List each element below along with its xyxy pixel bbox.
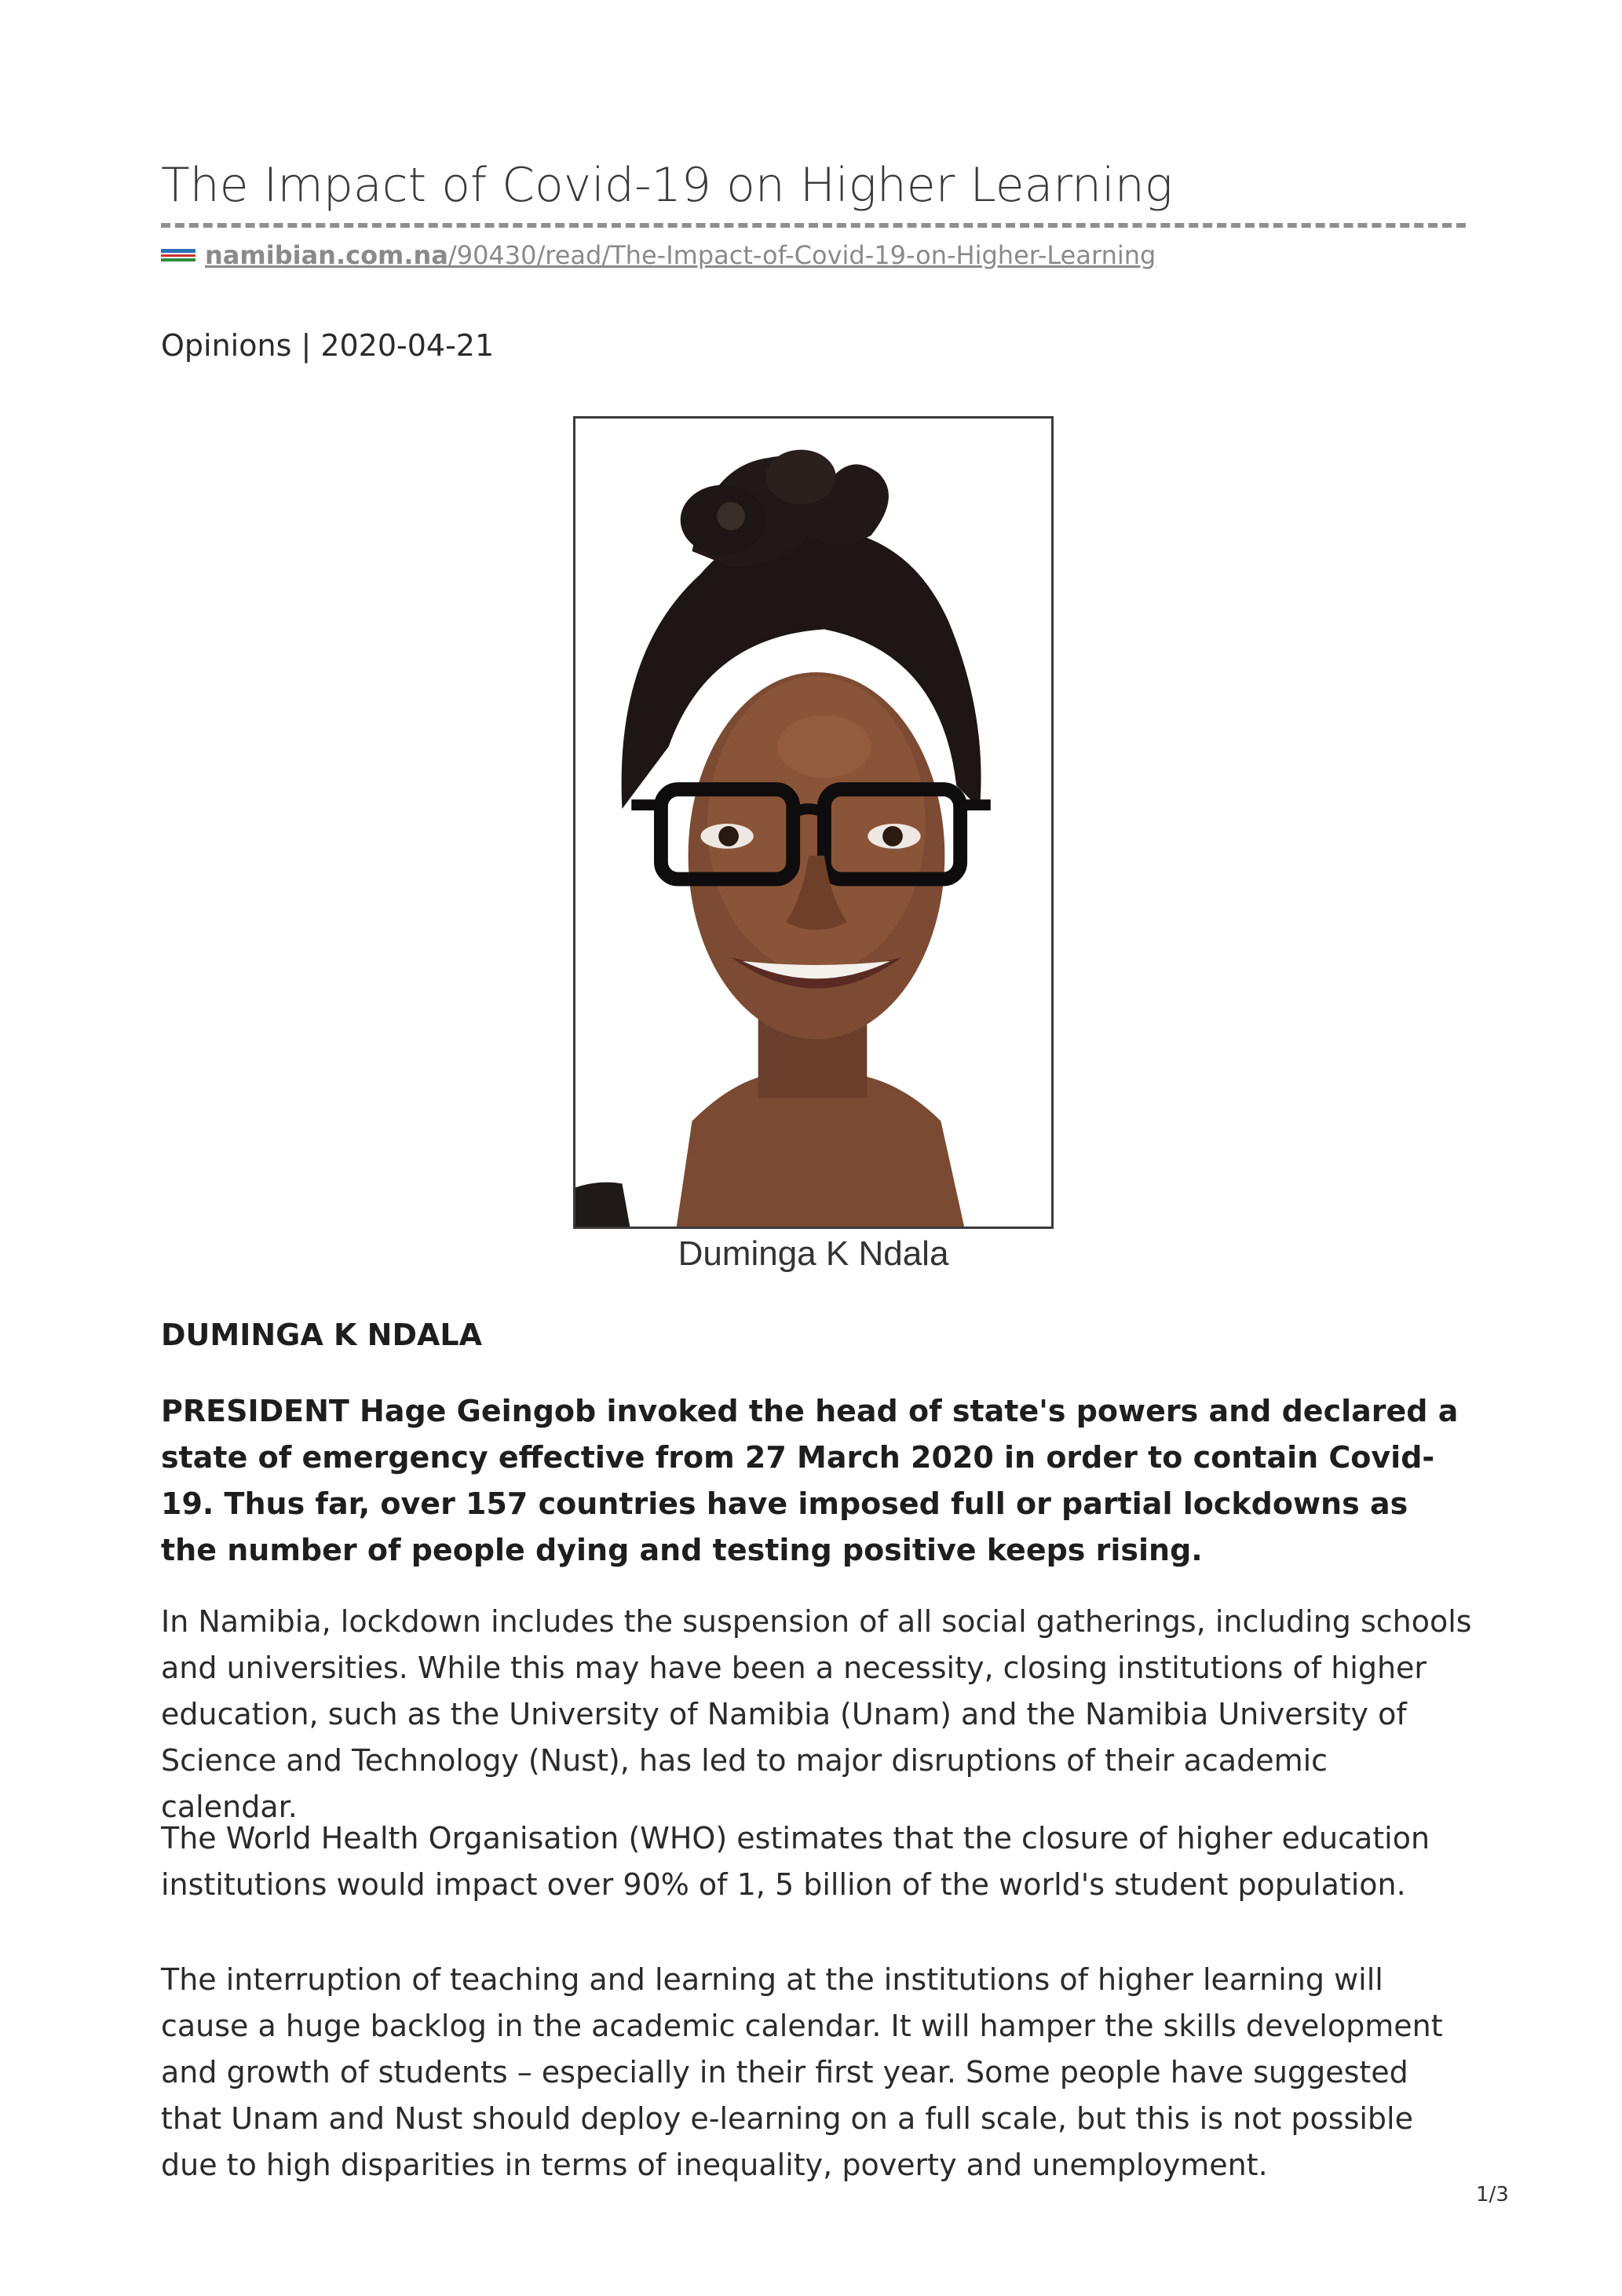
source-domain: namibian.com.na — [205, 240, 448, 270]
lead-paragraph: PRESIDENT Hage Geingob invoked the head of state's powers and declared a state of emergency effective from 27 March 2020 in order to contain Covid-19. Thus far, over 157 countries have imposed full or partial lockdowns as the number of people dying and testing positive keeps rising. — [161, 1394, 1459, 1567]
body-paragraph: The World Health Organisation (WHO) estimates that the closure of higher education institutions would impact over 90% of 1, 5 billion of the world's student population. — [161, 1821, 1430, 1902]
source-url-link[interactable] — [205, 240, 1156, 270]
section-date: Opinions | 2020-04-21 — [161, 328, 495, 363]
body-paragraph: The interruption of teaching and learning at the institutions of higher learning will cause a huge backlog in the academic calendar. It will hamper the skills development and growth of students – especially in their first year. Some people have suggested that Unam and Nust should deploy e-learning on a full scale, but this is not possible due to high disparities in terms of inequality, poverty and unemployment. — [161, 1962, 1443, 2182]
title-divider — [161, 223, 1466, 228]
author-byline: DUMINGA K NDALA — [161, 1318, 483, 1352]
source-link-row — [161, 237, 1156, 273]
photo-caption: Duminga K Ndala — [678, 1234, 949, 1273]
body-paragraph: In Namibia, lockdown includes the suspension of all social gatherings, including schools and universities. While this may have been a necessity, closing institutions of higher education, such as the University of Namibia (Unam) and the Namibia University of Science and Technology (Nust), has led to major disruptions of their academic calendar. — [161, 1604, 1472, 1824]
source-path: /90430/read/The-Impact-of-Covid-19-on-Higher-Learning — [448, 240, 1156, 270]
page-number: 1/3 — [1476, 2183, 1509, 2206]
namibia-flag-icon — [161, 249, 195, 261]
author-photo — [573, 416, 1054, 1229]
author-portrait-illustration — [575, 419, 1051, 1227]
article-title: The Impact of Covid-19 on Higher Learning — [161, 158, 1173, 213]
